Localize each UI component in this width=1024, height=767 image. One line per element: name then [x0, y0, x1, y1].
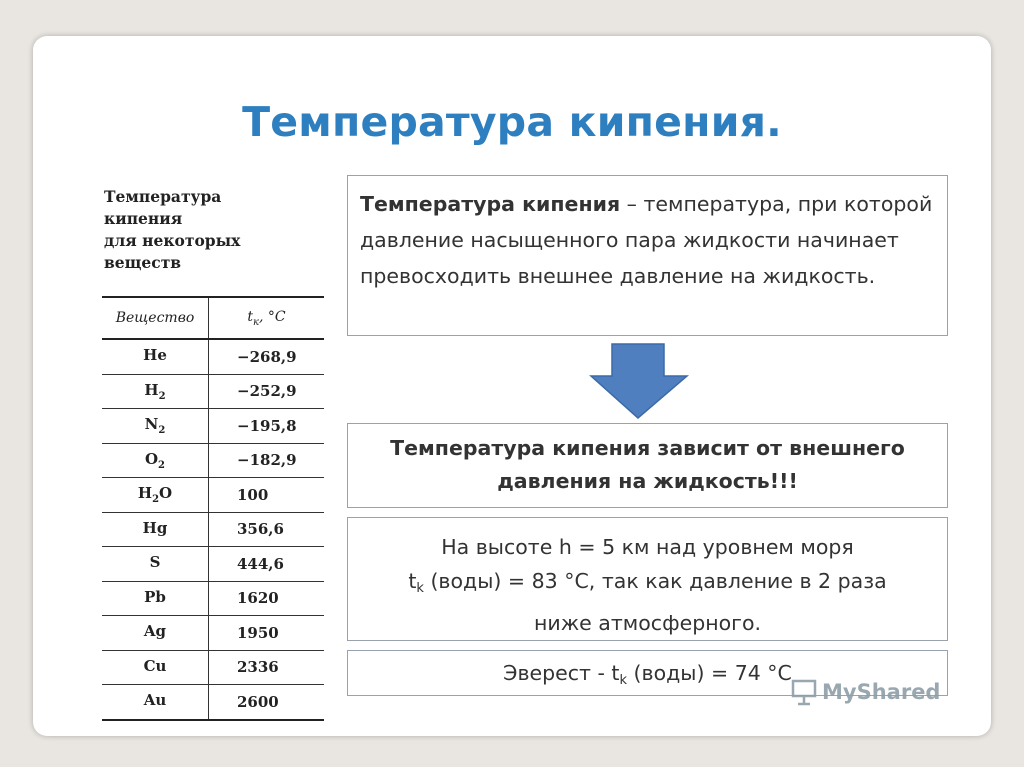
- temperature-header: $t_к$, °C: [209, 297, 325, 339]
- boiling-point-cell: 100: [209, 478, 325, 513]
- boiling-point-cell: 1950: [209, 616, 325, 651]
- boiling-point-cell: −252,9: [209, 374, 325, 409]
- caption-line: Температура: [104, 187, 222, 206]
- table-row: [102, 650, 324, 685]
- boiling-point-cell: −182,9: [209, 443, 325, 478]
- boiling-point-cell: 356,6: [209, 512, 325, 547]
- table-row: [102, 409, 324, 444]
- substance-cell: Hg: [102, 512, 209, 547]
- presentation-board-icon: [790, 678, 818, 706]
- definition-term: Температура кипения: [360, 192, 621, 216]
- substance-cell: $N_2$: [102, 409, 209, 444]
- table-header-row: [102, 297, 324, 339]
- down-arrow-icon: [588, 342, 690, 420]
- boiling-point-cell: 2600: [209, 685, 325, 720]
- table-row: [102, 478, 324, 513]
- table-row: [102, 443, 324, 478]
- substance-cell: $H_2O$: [102, 478, 209, 513]
- table-row: [102, 547, 324, 582]
- altitude-box: [347, 517, 948, 641]
- substance-cell: Pb: [102, 581, 209, 616]
- caption-line: кипения: [104, 209, 183, 228]
- substance-header: Вещество: [102, 297, 209, 339]
- boiling-point-cell: 2336: [209, 650, 325, 685]
- boiling-point-cell: 1620: [209, 581, 325, 616]
- watermark-text: MyShared: [822, 680, 941, 704]
- dependency-line-2: давления на жидкость!!!: [497, 469, 798, 493]
- table-row: [102, 581, 324, 616]
- everest-box: Эверест - $t_k$ (воды) = 74 °С: [347, 650, 948, 696]
- substance-cell: $H_2$: [102, 374, 209, 409]
- boiling-point-table: [102, 296, 324, 721]
- altitude-line-1: На высоте h = 5 км над уровнем моря: [441, 535, 854, 559]
- table-row: [102, 339, 324, 374]
- altitude-line-3: ниже атмосферного.: [533, 611, 762, 635]
- boiling-point-cell: 444,6: [209, 547, 325, 582]
- table-row: [102, 512, 324, 547]
- slide-title: Температура кипения.: [242, 98, 782, 146]
- caption-line: для некоторых: [104, 231, 241, 250]
- table-row: [102, 374, 324, 409]
- dependency-box: [347, 423, 948, 508]
- altitude-line-2: $t_k$ (воды) = 83 °С, так как давление в 2 раза: [408, 569, 887, 596]
- definition-text: – температура, при которой давление насыщенного пара жидкости начинает превосходить внешнее давление на жидкость.: [360, 192, 933, 288]
- table-caption: [104, 186, 304, 274]
- substance-cell: S: [102, 547, 209, 582]
- watermark-logo: [790, 678, 940, 706]
- caption-line: веществ: [104, 253, 182, 272]
- substance-cell: He: [102, 339, 209, 374]
- substance-cell: Au: [102, 685, 209, 720]
- substance-cell: Cu: [102, 650, 209, 685]
- definition-box: [347, 175, 948, 336]
- dependency-line-1: Температура кипения зависит от внешнего: [390, 436, 905, 460]
- boiling-point-cell: −268,9: [237, 347, 297, 366]
- table-row: [102, 685, 324, 720]
- table-row: [102, 616, 324, 651]
- substance-cell: $O_2$: [102, 443, 209, 478]
- boiling-point-cell: −195,8: [209, 409, 325, 444]
- substance-cell: Ag: [102, 616, 209, 651]
